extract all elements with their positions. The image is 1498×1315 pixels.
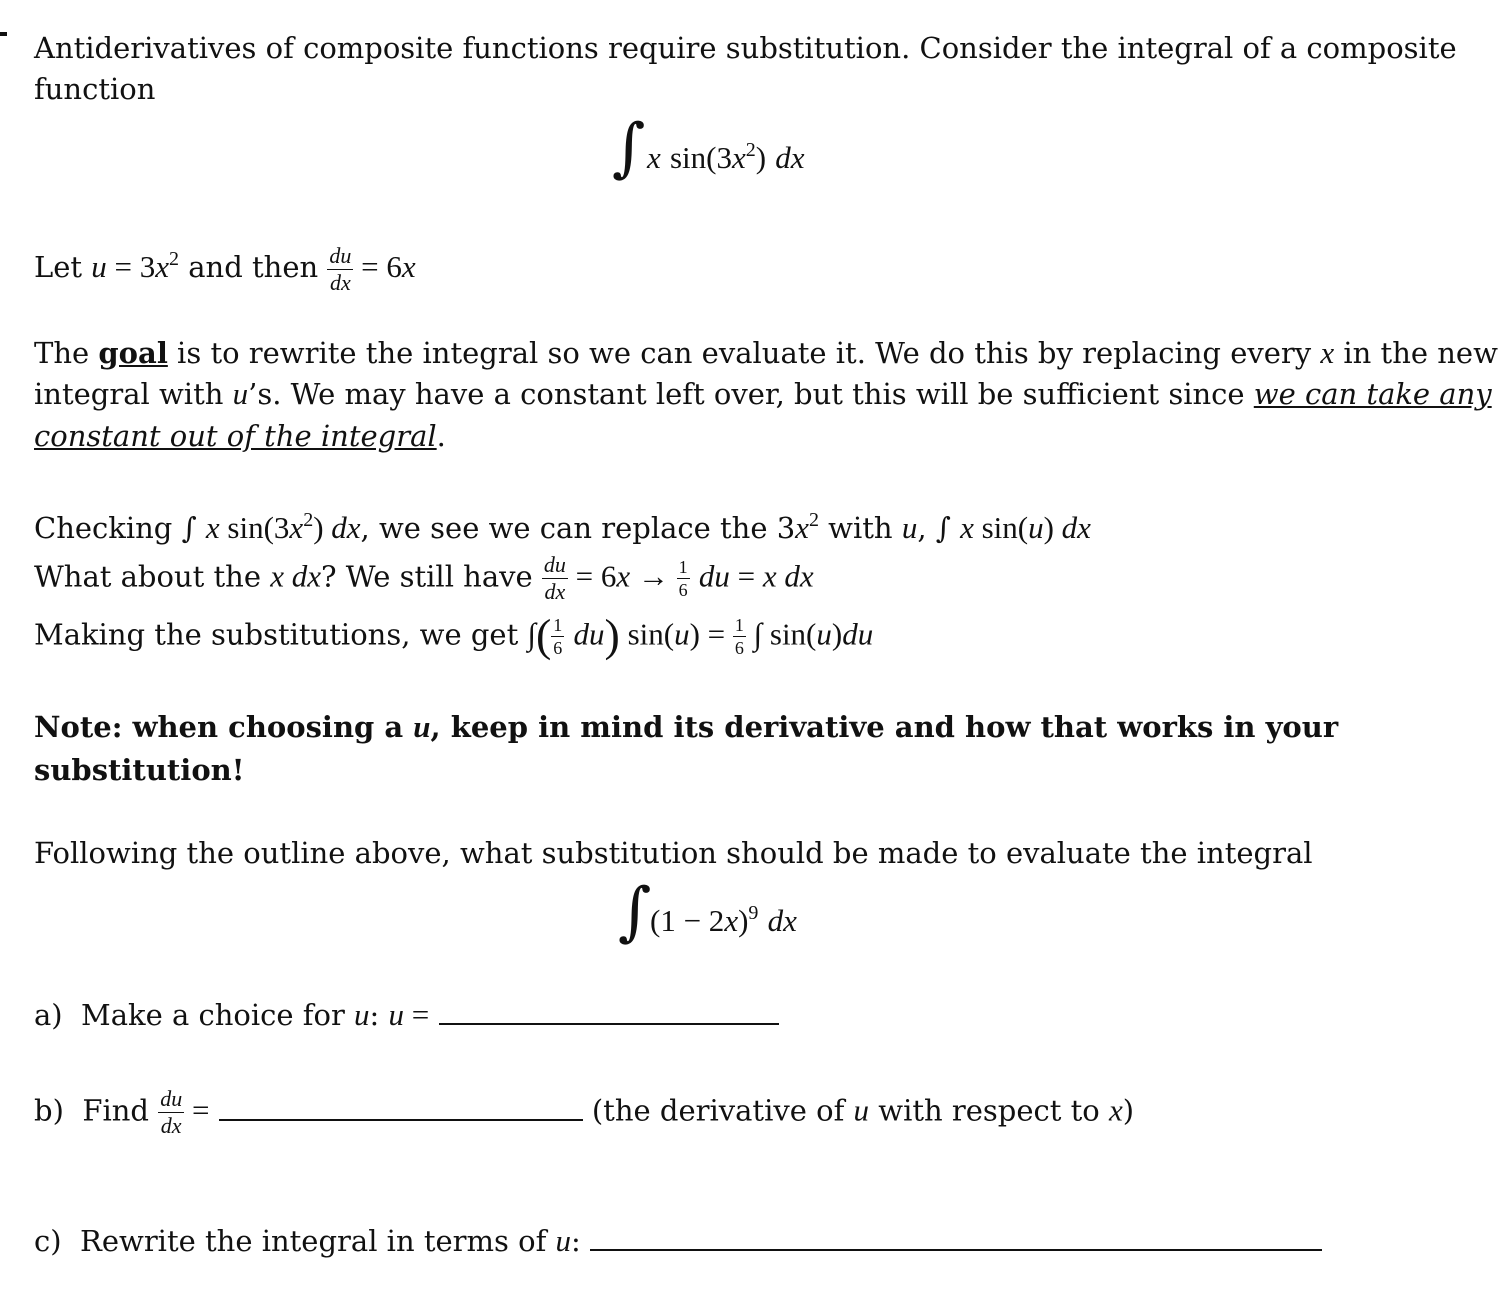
one-sixth-fraction: $\frac{1}{6}$ <box>678 557 688 600</box>
display-integral-1: x $\sin(3x^2)$ dx <box>647 139 805 175</box>
answer-blank-b[interactable] <box>219 1099 583 1121</box>
checking-line-2: What about the x dx? We still have $\frac{du}{dx}$ = 6x → $\frac{1}{6}$ du = x dx <box>34 552 814 604</box>
checking-line-3: Making the substitutions, we get ∫( $\frac{1}{6}$ du) sin(u) = $\frac{1}{6}$ ∫ sin(u)du <box>34 609 874 661</box>
part-b: b) Find $\frac{du}{dx}$ = (the derivative of u with respect to x) <box>34 1086 1135 1138</box>
intro-line-1: Antiderivatives of composite functions require substitution. Consider the integral of a composite <box>34 31 1457 65</box>
display-integral-2: $(1 - 2x)^9$ dx <box>650 902 797 938</box>
du-dx-fraction-3: $\frac{du}{dx}$ <box>160 1086 183 1138</box>
checking-line-1: Checking ∫ x $\sin(3x^2)$ dx, we see we can replace the $3x^2$ with u, ∫ x sin(u) dx <box>34 509 1091 545</box>
one-sixth-fraction-2: $\frac{1}{6}$ <box>553 615 563 658</box>
goal-line-1: The goal is to rewrite the integral so we can evaluate it. We do this by replacing every x in the new <box>34 335 1498 370</box>
following-line: Following the outline above, what substitution should be made to evaluate the integral <box>34 836 1313 870</box>
list-marker <box>0 32 7 36</box>
note-line-2: substitution! <box>34 753 245 787</box>
note-line-1: Note: when choosing a u, keep in mind its derivative and how that works in your <box>34 709 1339 744</box>
goal-word: goal <box>98 336 168 370</box>
integral-sign-1: ∫ <box>612 111 646 185</box>
part-c: c) Rewrite the integral in terms of u: <box>34 1223 1322 1259</box>
part-a: a) Make a choice for u: u = <box>34 997 779 1033</box>
answer-blank-c[interactable] <box>590 1229 1322 1251</box>
du-dx-fraction-2: $\frac{du}{dx}$ <box>543 552 566 604</box>
integral-sign-2: ∫ <box>618 875 652 949</box>
goal-line-2: integral with u’s. We may have a constant left over, but this will be sufficient since we can take any <box>34 376 1492 411</box>
one-sixth-fraction-3: $\frac{1}{6}$ <box>734 615 744 658</box>
goal-line-3: constant out of the integral. <box>34 419 446 453</box>
answer-blank-a[interactable] <box>439 1003 779 1025</box>
let-u-line: Let $u = 3x^2$ and then $\frac{du}{dx}$ = 6x <box>34 242 416 295</box>
intro-line-2: function <box>34 72 156 106</box>
du-dx-fraction: $\frac{du}{dx}$ <box>329 242 352 295</box>
